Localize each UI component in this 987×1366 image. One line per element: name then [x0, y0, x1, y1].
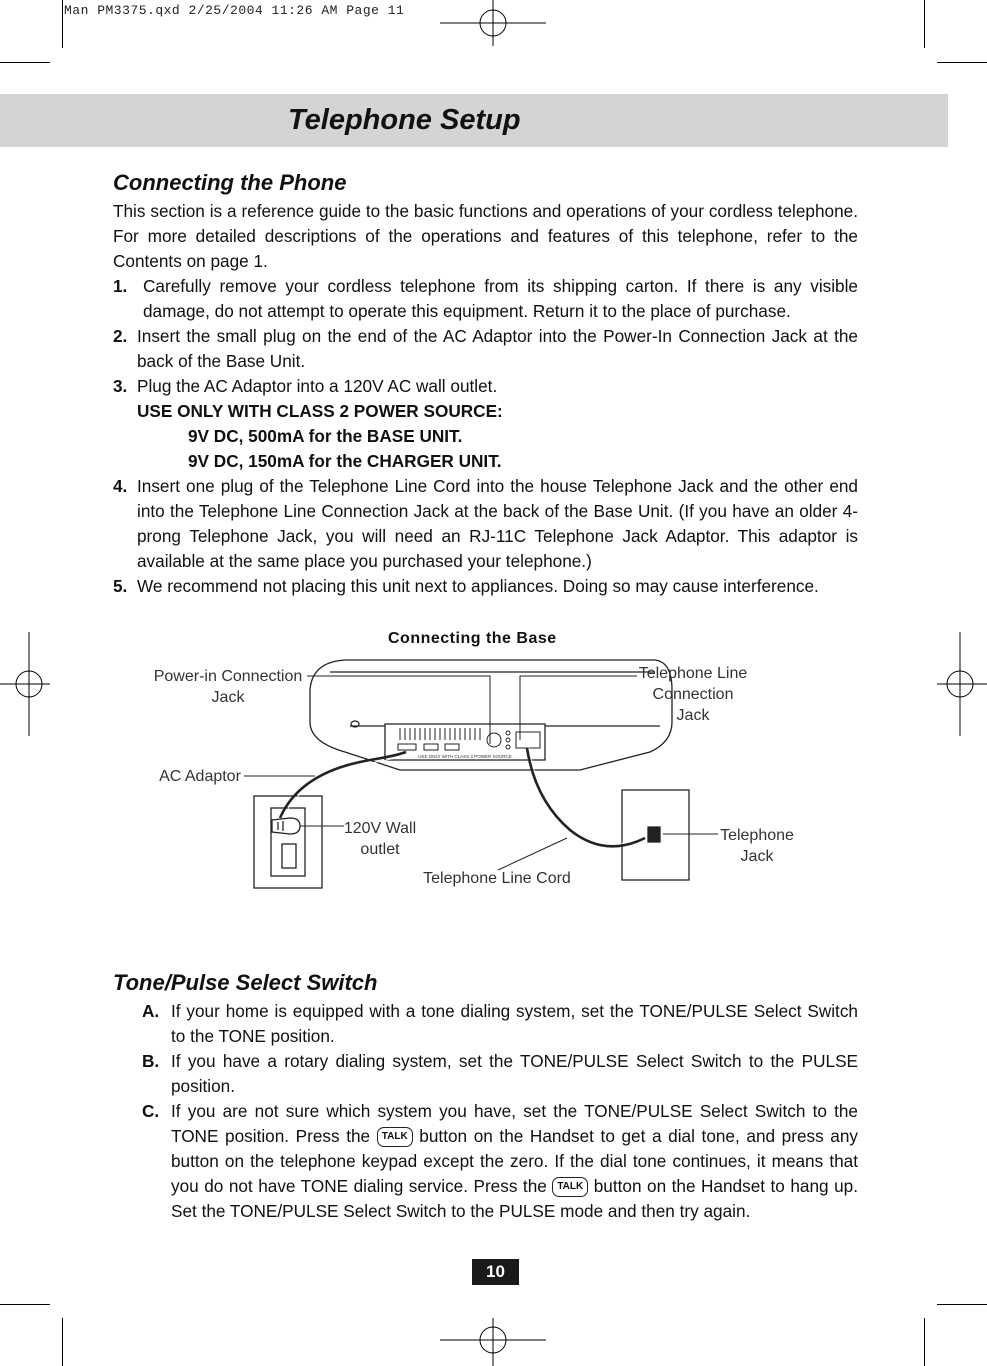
page-title: Telephone Setup	[288, 104, 521, 136]
item-letter: B.	[142, 1051, 160, 1071]
section-title-connecting-phone: Connecting the Phone	[113, 170, 347, 195]
item-c-part1: If you are not sure which system you have, set the TONE/PULSE Select Switch to the TONE position. Press the	[171, 1101, 858, 1146]
label-power-in-jack	[145, 666, 311, 708]
tone-item-b	[142, 1049, 858, 1099]
label-tel-line-line3: Jack	[676, 707, 710, 724]
label-wall-line1: 120V Wall	[343, 820, 417, 837]
step-text: Plug the AC Adaptor into a 120V AC wall outlet.	[137, 376, 498, 396]
label-power-in-line2: Jack	[211, 689, 245, 706]
label-telephone-line-connection-jack	[630, 663, 756, 726]
item-c-part3: button on the Handset to hang up. Set the TONE/PULSE Select Switch to the PULSE mode and then try again.	[171, 1176, 858, 1221]
step-text: Insert one plug of the Telephone Line Cord into the house Telephone Jack and the other end into the Telephone Line Connection Jack at the back of the Base Unit. (If you have an older 4-prong Telephone Jack, you will need an RJ-11C Telephone Jack Adaptor. This adaptor is available at the same place you purchased your telephone.)	[137, 476, 858, 571]
step-number: 2.	[113, 326, 128, 346]
label-ac-adaptor: AC Adaptor	[159, 768, 241, 785]
label-tel-jack-line2: Jack	[740, 848, 774, 865]
talk-button-icon: TALK	[377, 1127, 413, 1147]
item-letter: C.	[142, 1101, 160, 1121]
label-telephone-line-cord: Telephone Line Cord	[423, 870, 571, 887]
item-c-part2: button on the Handset to get a dial tone, and press any button on the telephone keypad except the zero. If the dial tone continues, it means that you do not have TONE dialing service. Press the	[171, 1126, 859, 1196]
power-note: USE ONLY WITH CLASS 2 POWER SOURCE:	[137, 401, 503, 421]
power-base: 9V DC, 500mA for the BASE UNIT.	[188, 426, 463, 446]
power-charger: 9V DC, 150mA for the CHARGER UNIT.	[188, 451, 502, 471]
step-number: 3.	[113, 376, 128, 396]
step-number: 1.	[113, 276, 128, 296]
label-wall-line2: outlet	[360, 841, 400, 858]
file-slug: Man PM3375.qxd 2/25/2004 11:26 AM Page 11	[64, 3, 405, 18]
section-title-tone-pulse: Tone/Pulse Select Switch	[113, 970, 378, 995]
label-tel-line-line2: Connection	[652, 686, 734, 703]
item-text	[171, 1099, 858, 1224]
item-letter: A.	[142, 1001, 160, 1021]
label-power-in-line1: Power-in Connection	[153, 668, 303, 685]
base-back-caption: USE ONLY WITH CLASS 2 POWER SOURCE	[418, 754, 512, 759]
step-text: We recommend not placing this unit next to appliances. Doing so may cause interference.	[137, 576, 819, 596]
tone-item-c	[142, 1099, 858, 1224]
step-text: Insert the small plug on the end of the AC Adaptor into the Power-In Connection Jack at the back of the Base Unit.	[137, 326, 858, 371]
item-text: If your home is equipped with a tone dialing system, set the TONE/PULSE Select Switch to the TONE position.	[171, 1001, 858, 1046]
step-number: 4.	[113, 476, 128, 496]
step-number: 5.	[113, 576, 128, 596]
step-text: Carefully remove your cordless telephone from its shipping carton. If there is any visible damage, do not attempt to operate this equipment. Return it to the place of purchase.	[143, 276, 858, 321]
page-number: 10	[472, 1259, 519, 1285]
ac-plug	[272, 818, 300, 834]
label-wall-outlet	[340, 818, 420, 860]
label-tel-line-line1: Telephone Line	[638, 665, 748, 682]
label-telephone-jack	[714, 825, 800, 867]
intro-paragraph: This section is a reference guide to the basic functions and operations of your cordless telephone. For more detailed descriptions of the operations and features of this telephone, refer to the Contents on page 1.	[113, 201, 858, 271]
label-tel-jack-line1: Telephone	[720, 827, 794, 844]
diagram-title: Connecting the Base	[388, 630, 557, 647]
tone-item-a	[142, 999, 858, 1049]
talk-button-icon: TALK	[552, 1177, 588, 1197]
item-text: If you have a rotary dialing system, set the TONE/PULSE Select Switch to the PULSE position.	[171, 1051, 858, 1096]
